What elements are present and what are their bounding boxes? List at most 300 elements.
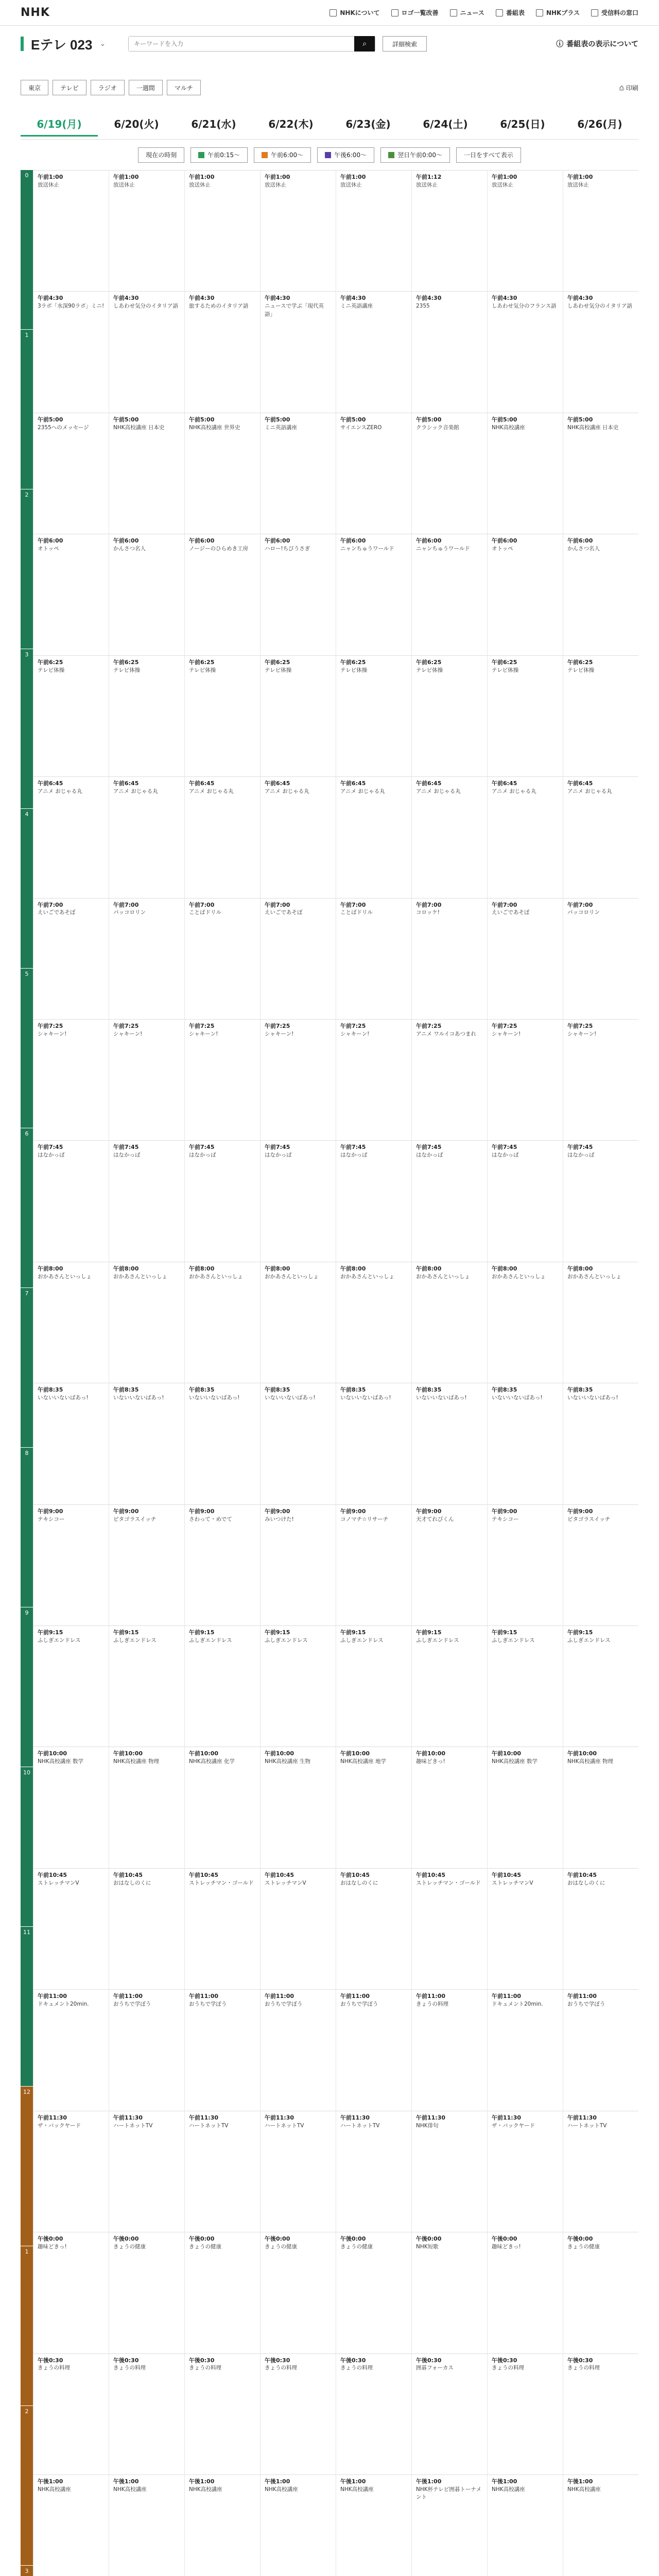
program-cell[interactable] xyxy=(563,1868,638,1989)
program-title: はなかっぱ xyxy=(189,1152,216,1159)
program-time: 午前8:00 xyxy=(189,1265,215,1272)
program-time: 午前6:45 xyxy=(265,780,290,787)
program-cell[interactable] xyxy=(261,655,336,776)
program-title: ふしぎエンドレス xyxy=(189,1637,232,1643)
program-title: NHK俳句 xyxy=(416,2122,439,2129)
program-cell[interactable] xyxy=(261,1989,336,2110)
program-cell[interactable] xyxy=(185,2475,260,2576)
program-cell[interactable] xyxy=(488,1625,563,1747)
program-cell[interactable] xyxy=(33,1504,109,1625)
program-cell[interactable] xyxy=(336,776,411,897)
program-cell[interactable] xyxy=(488,1140,563,1261)
program-time: 午前6:25 xyxy=(340,658,366,666)
program-title: 放送休止 xyxy=(189,181,211,188)
program-cell[interactable] xyxy=(33,655,109,776)
program-cell[interactable] xyxy=(109,170,184,291)
program-cell[interactable] xyxy=(185,413,260,534)
program-cell[interactable] xyxy=(336,1262,411,1383)
program-title: NHK高校講座 地学 xyxy=(340,1758,386,1765)
search-icon[interactable]: ⌕ xyxy=(354,36,375,52)
program-cell[interactable] xyxy=(563,291,638,412)
program-cell[interactable] xyxy=(261,898,336,1019)
program-cell[interactable] xyxy=(185,1747,260,1868)
program-cell[interactable] xyxy=(563,776,638,897)
toplink-logo-list[interactable]: ロゴ一覧改善 xyxy=(391,8,439,17)
program-cell[interactable] xyxy=(412,2353,487,2475)
program-cell[interactable] xyxy=(185,1383,260,1504)
calendar-icon xyxy=(496,9,503,16)
program-cell[interactable] xyxy=(185,1019,260,1140)
program-cell[interactable] xyxy=(261,1262,336,1383)
program-title: かんさつ名人 xyxy=(113,546,146,552)
program-cell[interactable] xyxy=(563,1262,638,1383)
filter-multi[interactable]: マルチ xyxy=(167,80,201,95)
program-cell[interactable] xyxy=(261,291,336,412)
program-cell[interactable] xyxy=(109,1504,184,1625)
program-cell[interactable] xyxy=(33,2353,109,2475)
program-title: きょうの料理 xyxy=(189,2365,221,2371)
program-time: 午前6:25 xyxy=(38,658,63,666)
program-cell[interactable] xyxy=(412,2475,487,2576)
program-cell[interactable] xyxy=(336,2353,411,2475)
program-cell[interactable] xyxy=(261,1019,336,1140)
program-cell[interactable] xyxy=(336,1504,411,1625)
time-nav-button[interactable] xyxy=(254,147,311,163)
toplink-fee[interactable]: 受信料の窓口 xyxy=(591,8,638,17)
program-cell[interactable] xyxy=(563,655,638,776)
program-cell[interactable] xyxy=(336,1019,411,1140)
time-nav-label: 午前6:00〜 xyxy=(271,151,304,159)
filter-tv[interactable]: テレビ xyxy=(53,80,86,95)
filter-radio[interactable]: ラジオ xyxy=(91,80,125,95)
program-cell[interactable] xyxy=(563,1504,638,1625)
program-cell[interactable] xyxy=(336,1989,411,2110)
program-cell[interactable] xyxy=(109,1262,184,1383)
program-title: テレビ体操 xyxy=(38,667,65,673)
program-cell[interactable] xyxy=(109,534,184,655)
program-cell[interactable] xyxy=(33,291,109,412)
program-cell[interactable] xyxy=(185,1140,260,1261)
search-input[interactable] xyxy=(129,37,354,51)
program-cell[interactable] xyxy=(33,413,109,534)
program-cell[interactable] xyxy=(488,1262,563,1383)
program-title: きょうの健康 xyxy=(340,2244,373,2250)
chevron-down-icon[interactable]: ⌄ xyxy=(99,40,106,48)
program-title: NHK高校講座 xyxy=(189,2486,222,2493)
program-cell[interactable] xyxy=(261,1747,336,1868)
program-cell[interactable] xyxy=(412,1868,487,1989)
program-time: 午前7:25 xyxy=(265,1022,290,1029)
program-title: NHK高校講座 xyxy=(567,2486,601,2493)
program-time: 午前6:45 xyxy=(113,780,139,787)
program-cell[interactable] xyxy=(109,1747,184,1868)
program-cell[interactable] xyxy=(412,2232,487,2353)
program-cell[interactable] xyxy=(563,1383,638,1504)
program-time: 午前7:45 xyxy=(265,1144,290,1151)
region-select[interactable]: 東京 xyxy=(21,80,48,95)
program-cell[interactable] xyxy=(336,898,411,1019)
time-nav-label: 午前0:15〜 xyxy=(207,151,240,159)
program-cell[interactable] xyxy=(488,291,563,412)
program-cell[interactable] xyxy=(261,534,336,655)
program-cell[interactable] xyxy=(261,2475,336,2576)
top-links xyxy=(330,8,638,17)
program-cell[interactable] xyxy=(33,170,109,291)
program-cell[interactable] xyxy=(412,655,487,776)
day-column xyxy=(563,170,638,2576)
program-cell[interactable] xyxy=(261,170,336,291)
program-cell[interactable] xyxy=(488,1383,563,1504)
channel-title[interactable]: Eテレ 023 xyxy=(31,37,93,53)
program-cell[interactable] xyxy=(33,1625,109,1747)
program-cell[interactable] xyxy=(109,1868,184,1989)
day-column xyxy=(33,170,109,2576)
program-cell[interactable] xyxy=(185,2111,260,2232)
program-time: 午前8:00 xyxy=(113,1265,139,1272)
program-time: 午前4:30 xyxy=(189,295,215,302)
program-title: きょうの料理 xyxy=(567,2365,600,2371)
program-cell[interactable] xyxy=(488,2353,563,2475)
program-cell[interactable] xyxy=(563,413,638,534)
program-time: 午後1:00 xyxy=(340,2478,366,2485)
program-time: 午前4:30 xyxy=(492,295,517,302)
program-cell[interactable] xyxy=(261,1383,336,1504)
program-cell[interactable] xyxy=(336,1625,411,1747)
program-cell[interactable] xyxy=(109,898,184,1019)
program-title: ストレッチマン・ゴールド xyxy=(416,1879,481,1886)
program-cell[interactable] xyxy=(412,1262,487,1383)
program-cell[interactable] xyxy=(488,534,563,655)
program-title: シャキーン! xyxy=(189,1030,218,1037)
program-title: はなかっぱ xyxy=(492,1152,519,1159)
program-cell[interactable] xyxy=(33,2475,109,2576)
program-time: 午前10:45 xyxy=(492,1871,522,1878)
detail-search-button[interactable]: 詳細検索 xyxy=(383,36,427,52)
program-cell[interactable] xyxy=(261,2232,336,2353)
hour-label: 3 xyxy=(21,2566,33,2576)
program-time: 午前1:00 xyxy=(189,174,215,180)
program-cell[interactable] xyxy=(563,1019,638,1140)
program-cell[interactable] xyxy=(412,413,487,534)
program-cell[interactable] xyxy=(261,1504,336,1625)
hour-label: 3 xyxy=(21,649,33,809)
program-cell[interactable] xyxy=(336,413,411,534)
program-time: 午前6:25 xyxy=(416,658,442,666)
date-tab[interactable]: 6/26(月) xyxy=(577,118,622,130)
program-time: 午前11:30 xyxy=(189,2114,219,2121)
program-cell[interactable] xyxy=(488,170,563,291)
program-cell[interactable] xyxy=(261,2353,336,2475)
program-title: ニュースで学ぶ「現代英語」 xyxy=(265,303,324,317)
program-cell[interactable] xyxy=(109,1140,184,1261)
program-cell[interactable] xyxy=(336,655,411,776)
time-color-icon xyxy=(262,152,268,158)
program-cell[interactable] xyxy=(563,898,638,1019)
program-cell[interactable] xyxy=(185,534,260,655)
program-cell[interactable] xyxy=(185,655,260,776)
program-time: 午前5:00 xyxy=(492,416,517,423)
program-time: 午前6:45 xyxy=(340,780,366,787)
program-cell[interactable] xyxy=(412,170,487,291)
program-time: 午前1:00 xyxy=(567,174,593,180)
print-button[interactable]: ⎙ 印刷 xyxy=(619,84,638,92)
program-cell[interactable] xyxy=(488,2475,563,2576)
program-cell[interactable] xyxy=(336,2232,411,2353)
program-title: ハートネットTV xyxy=(265,2122,304,2129)
program-cell[interactable] xyxy=(412,1625,487,1747)
program-time: 午前6:45 xyxy=(567,780,593,787)
program-time: 午前8:00 xyxy=(340,1265,366,1272)
program-cell[interactable] xyxy=(33,1019,109,1140)
program-time: 午前11:00 xyxy=(416,1993,446,2000)
program-time: 午前1:00 xyxy=(38,174,63,180)
program-cell[interactable] xyxy=(563,1625,638,1747)
program-title: NHK杯テレビ囲碁トーナメント xyxy=(416,2486,482,2501)
program-title: 旅するためのイタリア語 xyxy=(189,303,249,310)
program-cell[interactable] xyxy=(336,2111,411,2232)
channel-color-bar xyxy=(21,37,24,51)
program-cell[interactable] xyxy=(261,1868,336,1989)
program-cell[interactable] xyxy=(563,2232,638,2353)
program-cell[interactable] xyxy=(109,1383,184,1504)
program-title: テキシコー xyxy=(492,1516,519,1522)
program-cell[interactable] xyxy=(488,1747,563,1868)
date-tab[interactable]: 6/23(金) xyxy=(345,118,391,130)
program-cell[interactable] xyxy=(412,776,487,897)
program-cell[interactable] xyxy=(336,170,411,291)
program-title: いないいないばあっ! xyxy=(567,1395,618,1401)
program-cell[interactable] xyxy=(412,291,487,412)
program-cell[interactable] xyxy=(563,1989,638,2110)
program-title: ストレッチマンV xyxy=(265,1879,306,1886)
program-time: 午前10:45 xyxy=(416,1871,446,1878)
program-cell[interactable] xyxy=(261,2111,336,2232)
program-cell[interactable] xyxy=(185,776,260,897)
nhk-logo[interactable]: NHK xyxy=(21,6,50,19)
program-time: 午前9:00 xyxy=(38,1507,63,1515)
date-tab[interactable]: 6/22(木) xyxy=(268,118,314,130)
program-title: 天才てれびくん xyxy=(416,1516,454,1522)
program-cell[interactable] xyxy=(185,898,260,1019)
program-cell[interactable] xyxy=(563,2111,638,2232)
time-nav-label: 午後6:00〜 xyxy=(334,151,367,159)
program-cell[interactable] xyxy=(185,1262,260,1383)
program-cell[interactable] xyxy=(336,1140,411,1261)
program-title: おかあさんといっしょ xyxy=(567,1273,621,1280)
toplink-news[interactable]: ニュース xyxy=(450,8,484,17)
program-cell[interactable] xyxy=(109,2111,184,2232)
program-cell[interactable] xyxy=(185,1989,260,2110)
program-cell[interactable] xyxy=(33,1989,109,2110)
program-cell[interactable] xyxy=(488,2232,563,2353)
program-cell[interactable] xyxy=(488,776,563,897)
program-cell[interactable] xyxy=(336,534,411,655)
program-cell[interactable] xyxy=(185,1625,260,1747)
time-color-icon xyxy=(325,152,331,158)
program-cell[interactable] xyxy=(33,776,109,897)
program-cell[interactable] xyxy=(412,2111,487,2232)
program-cell[interactable] xyxy=(563,2353,638,2475)
program-cell[interactable] xyxy=(412,1140,487,1261)
program-cell[interactable] xyxy=(185,291,260,412)
program-time: 午前7:00 xyxy=(38,901,63,908)
program-cell[interactable] xyxy=(109,655,184,776)
program-title: シャキーン! xyxy=(492,1030,521,1037)
program-cell[interactable] xyxy=(33,898,109,1019)
hour-label: 1 xyxy=(21,2246,33,2406)
program-cell[interactable] xyxy=(109,1625,184,1747)
program-title: おうちで学ぼう xyxy=(265,2001,303,2008)
hour-label: 2 xyxy=(21,489,33,649)
program-title: ピタゴラスイッチ xyxy=(567,1516,611,1522)
program-title: NHK高校講座 xyxy=(38,2486,71,2493)
program-cell[interactable] xyxy=(33,1747,109,1868)
program-cell[interactable] xyxy=(488,1868,563,1989)
program-cell[interactable] xyxy=(563,2475,638,2576)
program-title: クラシック音楽館 xyxy=(416,424,459,431)
date-tab[interactable]: 6/25(日) xyxy=(500,118,545,130)
program-cell[interactable] xyxy=(185,1868,260,1989)
hour-label: 9 xyxy=(21,1607,33,1767)
program-cell[interactable] xyxy=(185,170,260,291)
program-title: えいごであそぼ xyxy=(492,909,530,916)
time-nav-label: 一日をすべて表示 xyxy=(464,151,513,159)
date-tab[interactable]: 6/24(土) xyxy=(423,118,468,130)
program-cell[interactable] xyxy=(33,2232,109,2353)
program-title: 放送休止 xyxy=(416,181,438,188)
program-time: 午前6:25 xyxy=(189,658,215,666)
program-title: シャキーン! xyxy=(340,1030,370,1037)
program-title: NHK高校講座 化学 xyxy=(189,1758,235,1765)
program-time: 午前11:00 xyxy=(340,1993,370,2000)
program-title: 2355へのメッセージ xyxy=(38,424,89,431)
program-cell[interactable] xyxy=(412,1383,487,1504)
program-cell[interactable] xyxy=(412,1019,487,1140)
program-time: 午後0:30 xyxy=(340,2357,366,2364)
time-nav-button[interactable] xyxy=(456,147,521,163)
program-title: ふしぎエンドレス xyxy=(113,1637,157,1643)
program-cell[interactable] xyxy=(488,413,563,534)
program-title: はなかっぱ xyxy=(567,1152,595,1159)
program-time: 午前6:00 xyxy=(567,537,593,545)
program-title: ドキュメント20min. xyxy=(492,2001,543,2008)
program-title: パッコロリン xyxy=(113,909,146,916)
program-cell[interactable] xyxy=(109,776,184,897)
date-tab[interactable]: 6/21(水) xyxy=(191,118,236,130)
program-cell[interactable] xyxy=(109,2475,184,2576)
program-time: 午前10:00 xyxy=(113,1750,143,1757)
program-cell[interactable] xyxy=(488,1504,563,1625)
program-time: 午前9:15 xyxy=(340,1629,366,1636)
program-cell[interactable] xyxy=(488,1989,563,2110)
program-cell[interactable] xyxy=(412,1504,487,1625)
program-cell[interactable] xyxy=(109,413,184,534)
program-cell[interactable] xyxy=(109,2232,184,2353)
program-cell[interactable] xyxy=(412,1989,487,2110)
program-title: おかあさんといっしょ xyxy=(189,1273,243,1280)
program-cell[interactable] xyxy=(261,1625,336,1747)
program-time: 午前6:25 xyxy=(113,658,139,666)
program-cell[interactable] xyxy=(563,1747,638,1868)
date-tab[interactable]: 6/20(火) xyxy=(114,118,159,130)
program-cell[interactable] xyxy=(185,2232,260,2353)
program-cell[interactable] xyxy=(563,1140,638,1261)
program-cell[interactable] xyxy=(33,2111,109,2232)
program-time: 午前6:00 xyxy=(340,537,366,545)
filter-week[interactable]: 一週間 xyxy=(129,80,163,95)
time-nav-button[interactable] xyxy=(190,147,248,163)
program-cell[interactable] xyxy=(336,2475,411,2576)
program-time: 午前8:35 xyxy=(265,1386,290,1394)
program-title: ことばドリル xyxy=(189,909,221,916)
program-cell[interactable] xyxy=(33,1868,109,1989)
program-title: きょうの健康 xyxy=(113,2244,146,2250)
toplink-about[interactable]: NHKについて xyxy=(330,8,379,17)
program-title: みいつけた! xyxy=(265,1516,294,1522)
date-tab[interactable]: 6/19(月) xyxy=(21,116,98,137)
program-cell[interactable] xyxy=(185,2353,260,2475)
program-cell[interactable] xyxy=(563,170,638,291)
program-time: 午後0:00 xyxy=(265,2235,290,2243)
program-cell[interactable] xyxy=(261,1140,336,1261)
program-cell[interactable] xyxy=(33,1262,109,1383)
program-cell[interactable] xyxy=(336,1868,411,1989)
program-cell[interactable] xyxy=(109,2353,184,2475)
program-cell[interactable] xyxy=(185,1504,260,1625)
program-cell[interactable] xyxy=(336,1747,411,1868)
program-title: ミニ英語講座 xyxy=(265,424,297,431)
time-color-icon xyxy=(388,152,394,158)
hour-label: 8 xyxy=(21,1448,33,1607)
program-cell[interactable] xyxy=(488,898,563,1019)
program-title: NHK高校講座 日本史 xyxy=(567,424,619,431)
program-cell[interactable] xyxy=(336,1383,411,1504)
hour-label: 2 xyxy=(21,2406,33,2566)
program-cell[interactable] xyxy=(33,1383,109,1504)
program-cell[interactable] xyxy=(109,1019,184,1140)
program-cell[interactable] xyxy=(488,2111,563,2232)
program-cell[interactable] xyxy=(109,291,184,412)
program-cell[interactable] xyxy=(33,534,109,655)
program-title: シャキーン! xyxy=(265,1030,294,1037)
program-title: しあわせ気分のフランス語 xyxy=(492,303,557,310)
program-cell[interactable] xyxy=(412,898,487,1019)
program-cell[interactable] xyxy=(261,776,336,897)
program-cell[interactable] xyxy=(261,413,336,534)
program-title: さわって・めでて xyxy=(189,1516,232,1522)
info-circle-icon: ⓘ xyxy=(556,40,564,48)
time-nav-button[interactable] xyxy=(317,147,374,163)
program-cell[interactable] xyxy=(336,291,411,412)
program-title: アニメ おじゃる丸 xyxy=(567,788,612,795)
program-cell[interactable] xyxy=(563,534,638,655)
program-title: ふしぎエンドレス xyxy=(492,1637,535,1643)
display-info-link[interactable]: ⓘ 番組表の表示について xyxy=(556,39,638,49)
program-cell[interactable] xyxy=(488,655,563,776)
program-title: ことばドリル xyxy=(340,909,373,916)
program-cell[interactable] xyxy=(109,1989,184,2110)
toplink-nhk-plus[interactable]: NHKプラス xyxy=(536,8,580,17)
program-cell[interactable] xyxy=(488,1019,563,1140)
program-cell[interactable] xyxy=(33,1140,109,1261)
time-nav-button[interactable] xyxy=(138,147,184,163)
program-time: 午前11:00 xyxy=(265,1993,294,2000)
time-nav-button[interactable] xyxy=(380,147,450,163)
toplink-program-guide[interactable]: 番組表 xyxy=(496,8,525,17)
program-cell[interactable] xyxy=(412,534,487,655)
program-cell[interactable] xyxy=(412,1747,487,1868)
program-time: 午前5:00 xyxy=(567,416,593,423)
